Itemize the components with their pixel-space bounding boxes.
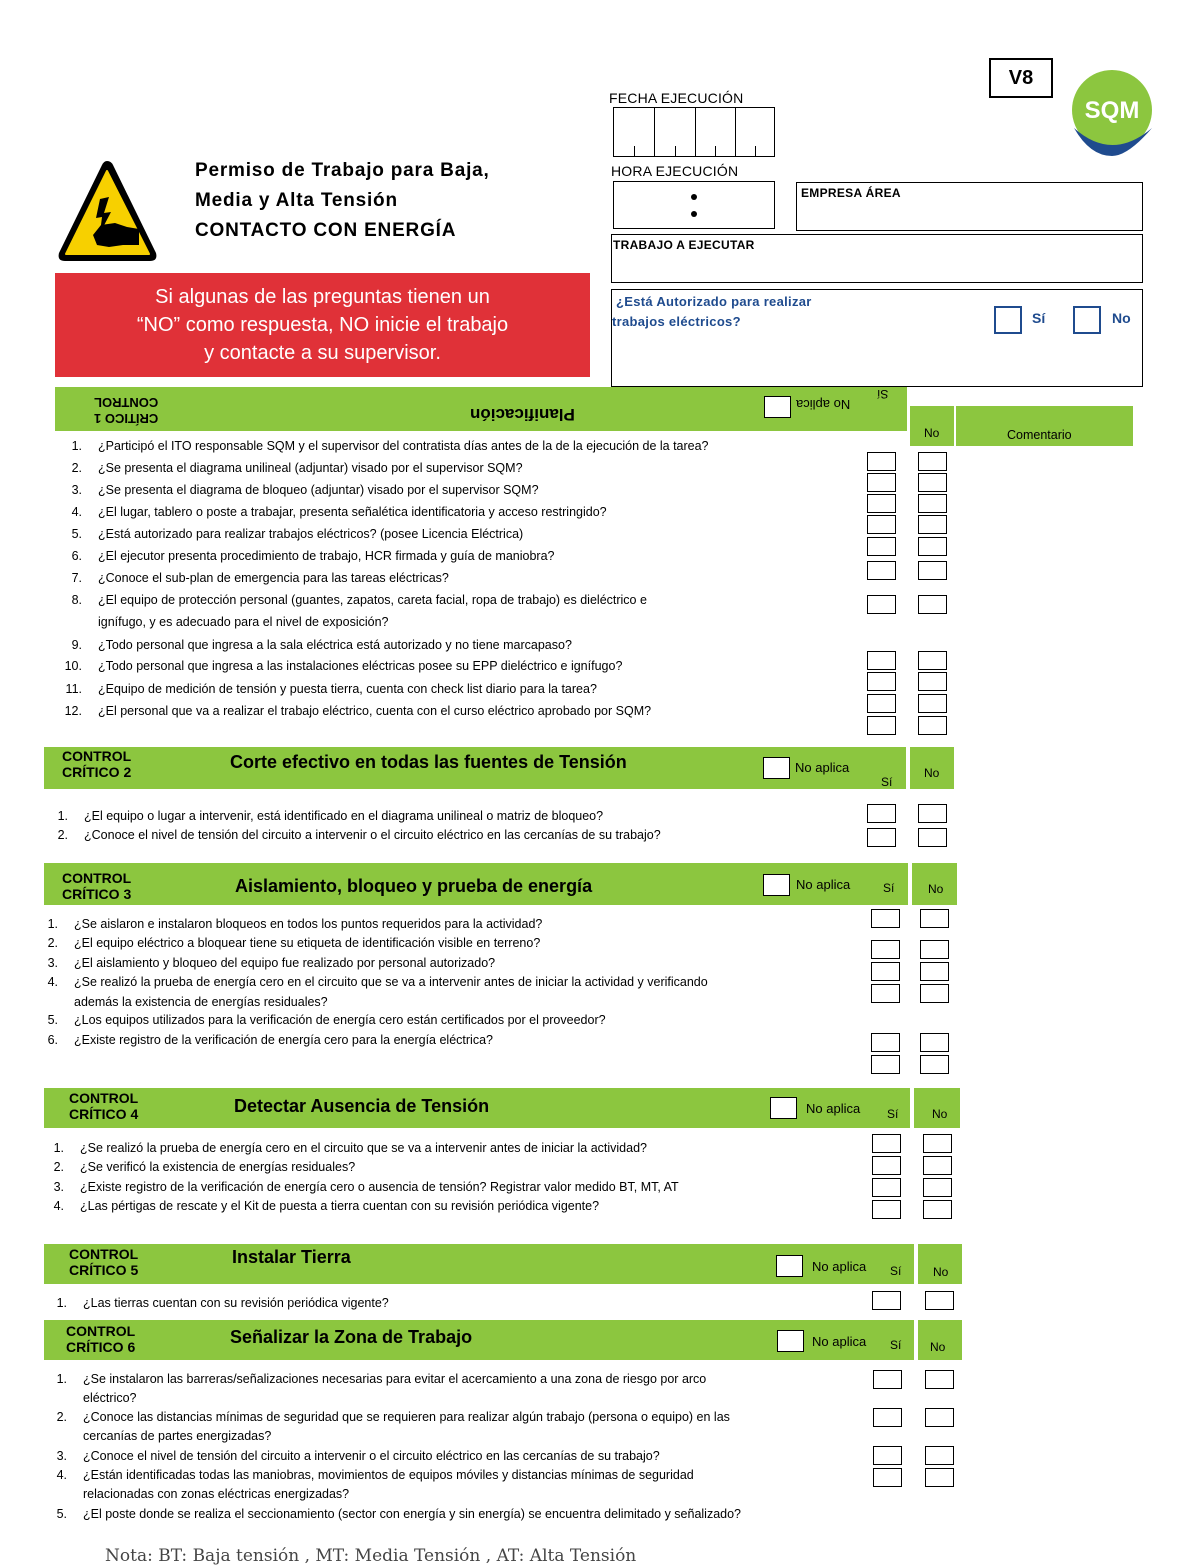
sqm-logo	[1068, 70, 1156, 158]
s1-yes-box[interactable]	[867, 651, 896, 670]
section-5-no-label: No	[933, 1265, 949, 1279]
question-row	[60, 636, 572, 654]
s4-yes-box[interactable]	[872, 1200, 901, 1219]
question-row	[60, 569, 449, 587]
question-row	[45, 1505, 741, 1523]
trabajo-field[interactable]	[611, 234, 1143, 283]
question-row	[36, 954, 495, 972]
question-number: 2.	[53, 1160, 64, 1174]
section-4-title: Detectar Ausencia de Tensión	[234, 1096, 490, 1116]
s1-yes-box[interactable]	[867, 716, 896, 735]
question-text: ¿Están identificadas todas las maniobras, movimientos de equipos móviles y distancias mínimas de seguridad	[83, 1468, 694, 1482]
section-3-title: Aislamiento, bloqueo y prueba de energía	[235, 876, 593, 896]
question-row	[36, 973, 708, 991]
question-text: eléctrico?	[83, 1391, 137, 1405]
s1-yes-box[interactable]	[867, 452, 896, 471]
section-3-si-label: Sí	[883, 881, 895, 895]
s5-no-box[interactable]	[925, 1291, 954, 1310]
warning-line-3: y contacte a su supervisor.	[204, 342, 441, 364]
authorization-yes-label: Sí	[1032, 310, 1046, 326]
s6-no-box[interactable]	[925, 1468, 954, 1487]
s1-no-box[interactable]	[918, 494, 947, 513]
question-row	[60, 657, 622, 675]
section-1-na-checkbox[interactable]	[764, 396, 791, 418]
s6-yes-box[interactable]	[873, 1370, 902, 1389]
question-number: 12.	[64, 704, 82, 718]
question-text: ¿El personal que va a realizar el trabajo eléctrico, cuenta con el curso eléctrico aprobado por SQM?	[98, 704, 652, 718]
question-text: ¿Se presenta el diagrama de bloqueo (adjuntar) visado por el supervisor SQM?	[98, 483, 539, 497]
section-6-na-checkbox[interactable]	[777, 1330, 804, 1352]
logo-text: SQM	[1084, 97, 1140, 124]
authorization-box	[611, 289, 1143, 387]
question-row	[60, 481, 539, 499]
question-text: ¿Conoce el nivel de tensión del circuito a intervenir o el circuito eléctrico en las cercanías de su trabajo?	[83, 1449, 660, 1463]
s1-yes-box[interactable]	[867, 537, 896, 556]
question-text: relacionadas con zonas eléctricas energizadas?	[83, 1487, 350, 1501]
section-3-na-checkbox[interactable]	[763, 874, 790, 896]
question-row	[46, 826, 661, 844]
s1-no-box[interactable]	[918, 452, 947, 471]
question-number: 3.	[71, 483, 82, 497]
section-4-no-label: No	[932, 1107, 948, 1121]
question-number: 11.	[65, 682, 82, 696]
s4-no-box[interactable]	[923, 1156, 952, 1175]
trabajo-label: TRABAJO A EJECUTAR	[613, 238, 755, 252]
authorization-question: ¿Está Autorizado para realizar trabajos eléctricos?	[612, 294, 812, 329]
section-2-label: CONTROL CRÍTICO 2	[62, 748, 132, 780]
section-3-na-label: No aplica	[796, 877, 851, 892]
question-number: 10.	[64, 659, 82, 673]
question-text: ¿Conoce las distancias mínimas de seguridad que se requieren para realizar algún trabajo (persona o equipo) en las	[83, 1410, 730, 1424]
fecha-label: FECHA EJECUCIÓN	[609, 90, 744, 106]
question-row	[45, 1389, 137, 1407]
electric-hazard-icon	[55, 157, 160, 265]
s3-no-box[interactable]	[920, 984, 949, 1003]
question-text: ¿El lugar, tablero o poste a trabajar, presenta señalética identificatoria y acceso restringido?	[98, 505, 607, 519]
question-text: ¿Todo personal que ingresa a la sala eléctrica está autorizado y no tiene marcapaso?	[98, 638, 572, 652]
s1-yes-box[interactable]	[867, 473, 896, 492]
hora-input[interactable]	[613, 181, 775, 229]
question-row	[60, 525, 523, 543]
question-number: 1.	[56, 1372, 67, 1386]
s1-no-box[interactable]	[918, 561, 947, 580]
question-text: ¿Está autorizado para realizar trabajos eléctricos? (posee Licencia Eléctrica)	[98, 527, 524, 541]
question-text: ¿El equipo de protección personal (guantes, zapatos, careta facial, ropa de trabajo) es dieléctrico e	[98, 593, 647, 607]
empresa-area-field[interactable]	[796, 182, 1143, 231]
section-4-label: CONTROL CRÍTICO 4	[69, 1090, 139, 1122]
question-number: 4.	[71, 505, 82, 519]
section-1-title: Planificación	[470, 405, 575, 424]
section-2-si-label: Sí	[881, 775, 893, 789]
question-row	[60, 591, 647, 609]
s1-yes-box[interactable]	[867, 694, 896, 713]
version-badge: V8	[989, 58, 1053, 98]
s3-yes-box[interactable]	[871, 940, 900, 959]
question-text: ¿Participó el ITO responsable SQM y el supervisor del contratista días antes de la de la ejecución de la tarea?	[98, 439, 709, 453]
question-row	[60, 680, 597, 698]
s4-no-box[interactable]	[923, 1200, 952, 1219]
s3-no-box[interactable]	[920, 962, 949, 981]
question-row	[46, 807, 603, 825]
question-row	[45, 1447, 660, 1465]
s4-yes-box[interactable]	[872, 1134, 901, 1153]
s3-yes-box[interactable]	[871, 962, 900, 981]
s6-yes-box[interactable]	[873, 1408, 902, 1427]
question-number: 5.	[71, 527, 82, 541]
section-5-si-label: Sí	[890, 1264, 902, 1278]
question-text: ¿Las pértigas de rescate y el Kit de puesta a tierra cuentan con su revisión periódica vigente?	[80, 1199, 600, 1213]
question-row	[36, 1011, 606, 1029]
footnote: Nota: BT: Baja tensión , MT: Media Tensión , AT: Alta Tensión	[105, 1546, 637, 1566]
section-1-no-label: No	[924, 426, 940, 440]
question-text: ¿Todo personal que ingresa a las instalaciones eléctricas posee su EPP dieléctrico e ignífugo?	[98, 659, 623, 673]
question-text: ¿Se verificó la existencia de energías residuales?	[80, 1160, 356, 1174]
question-number: 3.	[47, 956, 58, 970]
question-text: ¿El equipo o lugar a intervenir, está identificado en el diagrama unilineal o matriz de bloqueo?	[84, 809, 604, 823]
s1-no-box[interactable]	[918, 515, 947, 534]
s1-no-box[interactable]	[918, 595, 947, 614]
question-text: ¿Se aislaron e instalaron bloqueos en todos los puntos requeridos para la actividad?	[74, 917, 543, 931]
question-text: ¿El aislamiento y bloqueo del equipo fue realizado por personal autorizado?	[74, 956, 496, 970]
s3-no-box[interactable]	[920, 1033, 949, 1052]
question-number: 4.	[47, 975, 58, 989]
question-row	[45, 1370, 706, 1388]
question-number: 1.	[53, 1141, 64, 1155]
section-1-label: CRÍTICO 1 CONTROL	[94, 395, 159, 426]
question-number: 1.	[71, 439, 82, 453]
section-5-title: Instalar Tierra	[232, 1247, 351, 1267]
title-line-3: CONTACTO CON ENERGÍA	[195, 220, 457, 241]
question-row	[60, 459, 523, 477]
s1-no-box[interactable]	[918, 672, 947, 691]
question-number: 3.	[56, 1449, 67, 1463]
hora-label: HORA EJECUCIÓN	[611, 163, 739, 179]
section-5-na-checkbox[interactable]	[776, 1255, 803, 1277]
question-text: ¿Existe registro de la verificación de energía cero para la energía eléctrica?	[74, 1033, 493, 1047]
s2-yes-box[interactable]	[867, 828, 896, 847]
question-number: 3.	[53, 1180, 64, 1194]
question-text: ¿El ejecutor presenta procedimiento de trabajo, HCR firmada y guía de maniobra?	[98, 549, 555, 563]
section-3-label: CONTROL CRÍTICO 3	[62, 870, 132, 902]
s1-no-box[interactable]	[918, 537, 947, 556]
s2-no-box[interactable]	[918, 828, 947, 847]
question-row	[60, 437, 709, 455]
s1-yes-box[interactable]	[867, 561, 896, 580]
question-number: 2.	[47, 936, 58, 950]
s3-yes-box[interactable]	[871, 909, 900, 928]
section-6-na-label: No aplica	[812, 1334, 867, 1349]
section-4-na-checkbox[interactable]	[770, 1097, 797, 1119]
s1-yes-box[interactable]	[867, 672, 896, 691]
question-row	[45, 1485, 349, 1503]
s3-no-box[interactable]	[920, 940, 949, 959]
section-6-no-label: No	[930, 1340, 946, 1354]
question-text: ¿Existe registro de la verificación de energía cero o ausencia de tensión? Registrar valor medido BT, MT, AT	[80, 1180, 679, 1194]
section-1-comment-label: Comentario	[1007, 428, 1072, 442]
question-text: ¿Las tierras cuentan con su revisión periódica vigente?	[83, 1296, 389, 1310]
s3-yes-box[interactable]	[871, 1033, 900, 1052]
section-6-title: Señalizar la Zona de Trabajo	[230, 1327, 473, 1347]
question-text: ¿Los equipos utilizados para la verificación de energía cero están certificados por el proveedor?	[74, 1013, 606, 1027]
s3-no-box[interactable]	[920, 909, 949, 928]
question-row	[42, 1139, 647, 1157]
question-number: 9.	[71, 638, 82, 652]
s4-no-box[interactable]	[923, 1134, 952, 1153]
s4-yes-box[interactable]	[872, 1156, 901, 1175]
warning-line-2: “NO” como respuesta, NO inicie el trabajo	[136, 314, 509, 336]
section-1-si-label: Sí	[877, 387, 889, 401]
question-row	[60, 702, 651, 720]
authorization-yes-checkbox[interactable]	[994, 306, 1022, 334]
s1-no-box[interactable]	[918, 716, 947, 735]
s1-yes-box[interactable]	[867, 595, 896, 614]
s1-no-box[interactable]	[918, 473, 947, 492]
question-row	[42, 1178, 679, 1196]
s4-no-box[interactable]	[923, 1178, 952, 1197]
question-row	[60, 547, 555, 565]
fecha-input[interactable]	[613, 107, 775, 157]
s6-no-box[interactable]	[925, 1408, 954, 1427]
question-number: 2.	[56, 1410, 67, 1424]
s3-no-box[interactable]	[920, 1055, 949, 1074]
warning-banner	[55, 273, 590, 377]
question-text: además la existencia de energías residuales?	[74, 995, 328, 1009]
s1-no-box[interactable]	[918, 694, 947, 713]
question-row	[36, 1031, 493, 1049]
authorization-no-checkbox[interactable]	[1073, 306, 1101, 334]
s1-yes-box[interactable]	[867, 515, 896, 534]
section-6-si-label: Sí	[890, 1338, 902, 1352]
question-text: ¿Se instalaron las barreras/señalizaciones necesarias para evitar el acercamiento a una zona de riesgo por arco	[83, 1372, 707, 1386]
question-number: 1.	[56, 1296, 67, 1310]
question-text: ¿Equipo de medición de tensión y puesta tierra, cuenta con check list diario para la tarea?	[98, 682, 597, 696]
question-number: 2.	[71, 461, 82, 475]
section-3-no-label: No	[928, 882, 944, 896]
question-row	[42, 1158, 355, 1176]
s4-yes-box[interactable]	[872, 1178, 901, 1197]
section-4-na-label: No aplica	[806, 1101, 861, 1116]
question-number: 8.	[71, 593, 82, 607]
question-row	[45, 1408, 730, 1426]
question-text: cercanías de partes energizadas?	[83, 1429, 272, 1443]
question-number: 2.	[57, 828, 68, 842]
question-row	[36, 915, 542, 933]
section-5-label: CONTROL CRÍTICO 5	[69, 1246, 139, 1278]
section-1-na-label: No aplica	[796, 397, 851, 412]
question-row	[45, 1427, 271, 1445]
question-row	[60, 613, 388, 631]
s2-yes-box[interactable]	[867, 804, 896, 823]
question-number: 5.	[47, 1013, 58, 1027]
s6-yes-box[interactable]	[873, 1446, 902, 1465]
title-line-2: Media y Alta Tensión	[195, 190, 398, 211]
question-number: 1.	[47, 917, 58, 931]
question-row	[42, 1197, 599, 1215]
question-text: ¿El equipo eléctrico a bloquear tiene su etiqueta de identificación visible en terreno?	[74, 936, 541, 950]
s2-no-box[interactable]	[918, 804, 947, 823]
section-2-na-checkbox[interactable]	[763, 757, 790, 779]
title-line-1: Permiso de Trabajo para Baja,	[195, 160, 490, 181]
question-text: ignífugo, y es adecuado para el nivel de exposición?	[98, 615, 389, 629]
document-title	[195, 156, 490, 246]
question-number: 1.	[57, 809, 68, 823]
question-text: ¿Se realizó la prueba de energía cero en el circuito que se va a intervenir antes de iniciar la actividad y verificando	[74, 975, 708, 989]
s1-no-box[interactable]	[918, 651, 947, 670]
s3-yes-box[interactable]	[871, 984, 900, 1003]
question-row	[45, 1466, 694, 1484]
question-number: 6.	[71, 549, 82, 563]
section-2-na-label: No aplica	[795, 760, 850, 775]
question-text: ¿Se presenta el diagrama unilineal (adjuntar) visado por el supervisor SQM?	[98, 461, 523, 475]
section-5-na-label: No aplica	[812, 1259, 867, 1274]
section-2-no-label: No	[924, 766, 940, 780]
question-row	[36, 993, 328, 1011]
question-text: ¿El poste donde se realiza el seccionamiento (sector con energía y sin energía) se encuentra delimitado y señalizado?	[83, 1507, 742, 1521]
question-row	[60, 503, 607, 521]
question-number: 6.	[47, 1033, 58, 1047]
s6-no-box[interactable]	[925, 1446, 954, 1465]
question-number: 4.	[56, 1468, 67, 1482]
empresa-area-label: EMPRESA ÁREA	[801, 186, 901, 200]
question-row	[36, 934, 540, 952]
question-number: 5.	[56, 1507, 67, 1521]
section-4-si-label: Sí	[887, 1107, 899, 1121]
s5-yes-box[interactable]	[872, 1291, 901, 1310]
section-6-label: CONTROL CRÍTICO 6	[66, 1323, 136, 1355]
authorization-no-label: No	[1112, 310, 1131, 326]
question-text: ¿Se realizó la prueba de energía cero en el circuito que se va a intervenir antes de iniciar la actividad?	[80, 1141, 647, 1155]
question-row	[45, 1294, 389, 1312]
s6-no-box[interactable]	[925, 1370, 954, 1389]
question-text: ¿Conoce el nivel de tensión del circuito a intervenir o el circuito eléctrico en las cercanías de su trabajo?	[84, 828, 661, 842]
question-number: 7.	[71, 571, 82, 585]
s6-yes-box[interactable]	[873, 1468, 902, 1487]
warning-line-1: Si algunas de las preguntas tienen un	[155, 286, 490, 308]
s1-yes-box[interactable]	[867, 494, 896, 513]
section-2-title: Corte efectivo en todas las fuentes de Tensión	[230, 752, 627, 772]
question-number: 4.	[53, 1199, 64, 1213]
s3-yes-box[interactable]	[871, 1055, 900, 1074]
question-text: ¿Conoce el sub-plan de emergencia para las tareas eléctricas?	[98, 571, 449, 585]
